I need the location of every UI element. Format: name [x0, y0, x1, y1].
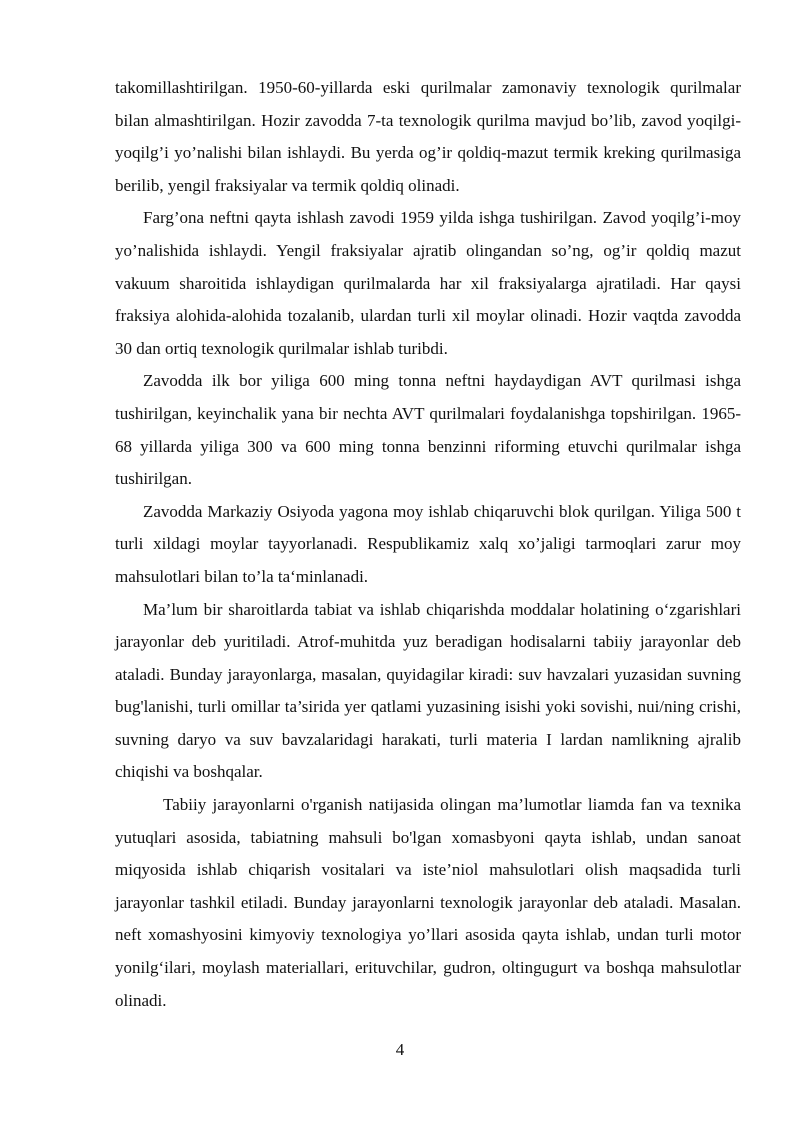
paragraph: Farg’ona neftni qayta ishlash zavodi 1959 yilda ishga tushirilgan. Zavod yoqilg’i-moy yo’nalishida ishlaydi. Yengil fraksiyalar ajratib olingandan so’ng, og’ir qoldiq mazut vakuum sharoitida ishlaydigan qurilmalarda har xil fraksiyalarga ajratiladi. Har qaysi fraksiya alohida-alohida tozalanib, ulardan turli xil moylar olinadi. Hozir vaqtda zavodda 30 dan ortiq texnologik qurilmalar ishlab turibdi.: [115, 208, 741, 358]
paragraph: Ma’lum bir sharoitlarda tabiat va ishlab chiqarishda moddalar holatining o‘zgarishlari jarayonlar deb yuritiladi. Atrof-muhitda yuz beradigan hodisalarni tabiiy jarayonlar deb ataladi. Bunday jarayonlarga, masalan, quyidagilar kiradi: suv havzalari yuzasidan suvning bug'lanishi, turli omillar ta’sirida yer qatlami yuzasining isishi yoki sovishi, nui/ning crishi, suvning daryo va suv bavzalaridagi harakati, turli materia I lardan namlikning ajralib chiqishi va boshqalar.: [115, 599, 741, 782]
paragraph: Tabiiy jarayonlarni o'rganish natijasida olingan ma’lumotlar liamda fan va texnika yutuqlari asosida, tabiatning mahsuli bo'lgan xomasbyoni qayta ishlab, undan sanoat miqyosida ishlab chiqarish vositalari va iste’niol mahsulotlari olish maqsadida turli jarayonlar tashkil etiladi. Bunday jarayonlarni texnologik jarayonlar deb ataladi. Masalan. neft xomashyosini kimyoviy texnologiya yo’llari asosida qayta ishlab, undan turli motor yonilg‘ilari, moylash materiallari, erituvchilar, gudron, oltingugurt va boshqa mahsulotlar olinadi.: [115, 795, 741, 1010]
page-number: 4: [395, 1040, 405, 1059]
paragraph: Zavodda ilk bor yiliga 600 ming tonna neftni haydaydigan AVT qurilmasi ishga tushirilgan, keyinchalik yana bir nechta AVT qurilmalari foydalanishga topshirilgan. 1965-68 yillarda yiliga 300 va 600 ming tonna benzinni riforming etuvchi qurilmalar ishga tushirilgan.: [115, 371, 741, 489]
body-text: [115, 72, 741, 1017]
paragraph: Zavodda Markaziy Osiyoda yagona moy ishlab chiqaruvchi blok qurilgan. Yiliga 500 t turli xildagi moylar tayyorlanadi. Respublikamiz xalq xo’jaligi tarmoqlari zarur moy mahsulotlari bilan to’la ta‘minlanadi.: [115, 501, 741, 586]
paragraph: takomillashtirilgan. 1950-60-yillarda eski qurilmalar zamonaviy texnologik qurilmalar bilan almashtirilgan. Hozir zavodda 7-ta texnologik qurilma mavjud bo’lib, zavod yoqilgi-yoqilg’i yo’nalishi bilan ishlaydi. Bu yerda og’ir qoldiq-mazut termik kreking qurilmasiga berilib, yengil fraksiyalar va termik qoldiq olinadi.: [115, 78, 741, 195]
